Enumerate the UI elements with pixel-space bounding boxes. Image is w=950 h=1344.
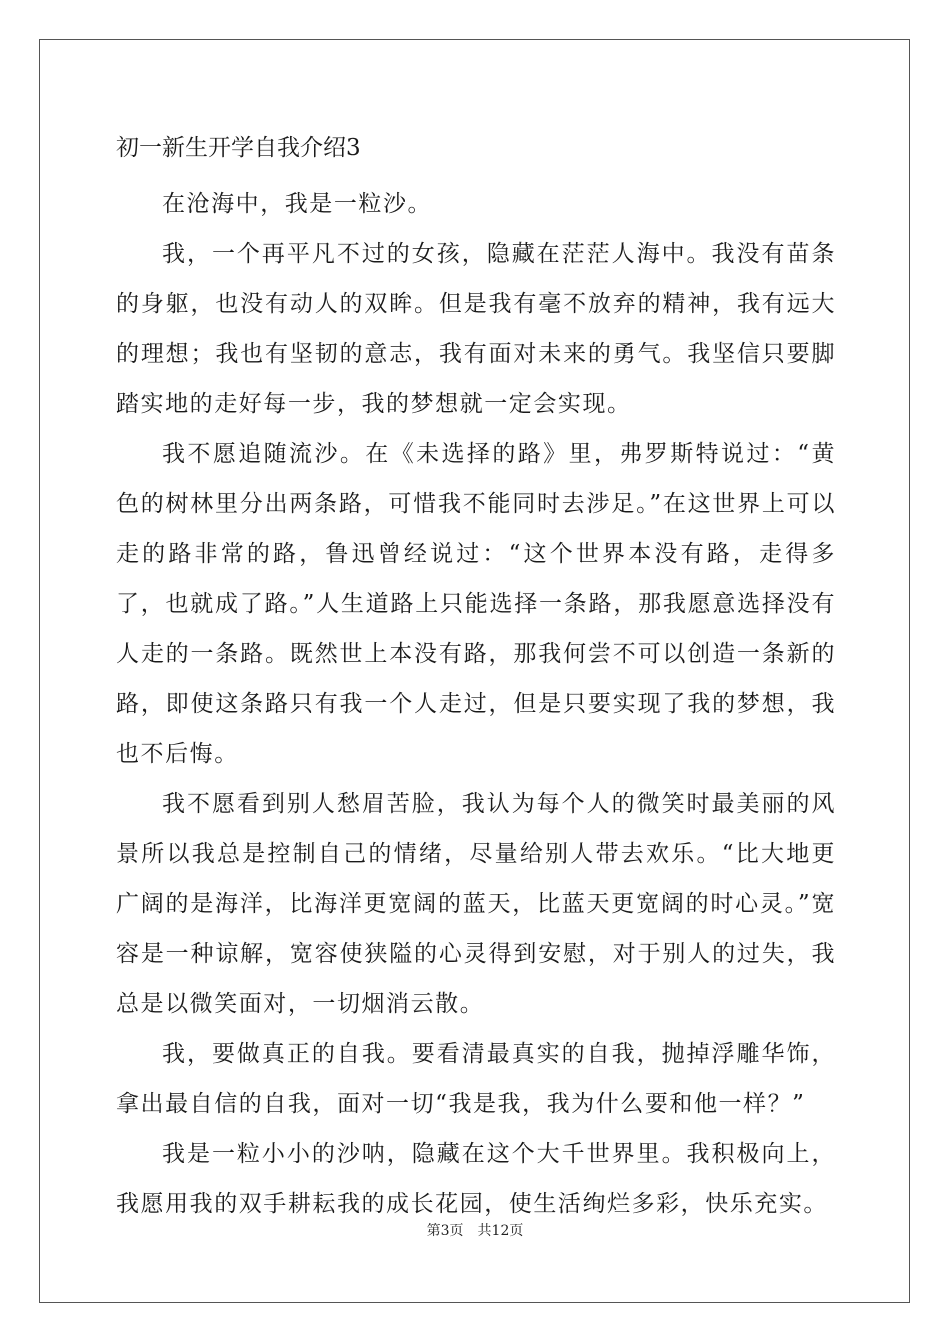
document-body — [116, 129, 836, 1229]
page-number: 第3页 共12页 — [426, 1223, 524, 1239]
paragraph-1: 在沧海中，我是一粒沙。 — [162, 191, 433, 217]
paragraph-3: 我不愿追随流沙。在《未选择的路》里，弗罗斯特说过：“黄色的树林里分出两条路，可惜我不能同时去涉足。”在这世界上可以走的路非常的路，鲁迅曾经说过：“这个世界本没有路，走得多了，也就成了路。”人生道路上只能选择一条路，那我愿意选择没有人走的一条路。既然世上本没有路，那我何尝不可以创造一条新的路，即使这条路只有我一个人走过，但是只要实现了我的梦想，我也不后悔。 — [116, 441, 836, 767]
paragraph-6: 我是一粒小小的沙呐，隐藏在这个大千世界里。我积极向上，我愿用我的双手耕耘我的成长花园，使生活绚烂多彩，快乐充实。 — [116, 1141, 836, 1217]
document-title: 初一新生开学自我介绍3 — [116, 135, 361, 161]
paragraph-2: 我，一个再平凡不过的女孩，隐藏在茫茫人海中。我没有苗条的身躯，也没有动人的双眸。但是我有毫不放弃的精神，我有远大的理想；我也有坚韧的意志，我有面对未来的勇气。我坚信只要脚踏实地的走好每一步，我的梦想就一定会实现。 — [116, 241, 836, 417]
paragraph-5: 我，要做真正的自我。要看清最真实的自我，抛掉浮雕华饰，拿出最自信的自我，面对一切“我是我，我为什么要和他一样？” — [116, 1041, 836, 1117]
paragraph-4: 我不愿看到别人愁眉苦脸，我认为每个人的微笑时最美丽的风景所以我总是控制自己的情绪，尽量给别人带去欢乐。“比大地更广阔的是海洋，比海洋更宽阔的蓝天，比蓝天更宽阔的时心灵。”宽容是一种谅解，宽容使狭隘的心灵得到安慰，对于别人的过失，我总是以微笑面对，一切烟消云散。 — [116, 791, 836, 1017]
